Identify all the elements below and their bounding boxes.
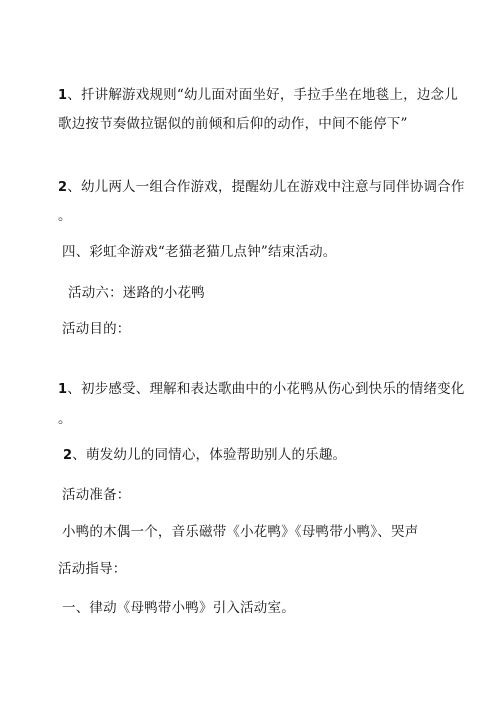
line-text: 。 bbox=[58, 208, 72, 224]
paragraph-line bbox=[58, 207, 72, 226]
paragraph-line bbox=[58, 410, 72, 429]
list-number: 2 bbox=[63, 448, 73, 463]
paragraph-line bbox=[58, 115, 408, 134]
line-text: 活动准备： bbox=[62, 487, 131, 503]
list-number: 1 bbox=[58, 88, 68, 103]
list-number: 1 bbox=[58, 382, 68, 397]
paragraph-line bbox=[62, 599, 295, 618]
activity-title bbox=[68, 284, 205, 303]
paragraph-line bbox=[58, 86, 458, 105]
line-text: 活动指导： bbox=[58, 561, 127, 577]
list-number: 2 bbox=[58, 180, 68, 195]
line-text: 、扦讲解游戏规则“幼儿面对面坐好，手拉手坐在地毯上，边念儿 bbox=[67, 87, 458, 103]
subheading bbox=[62, 320, 131, 339]
section-heading bbox=[62, 243, 337, 262]
line-text: 、幼儿两人一组合作游戏，提醒幼儿在游戏中注意与同伴协调合作 bbox=[67, 179, 465, 195]
line-text: 一、律动《母鸭带小鸭》引入活动室。 bbox=[62, 600, 295, 616]
line-text: 活动目的： bbox=[62, 321, 131, 337]
line-text: 歌边按节奏做拉锯似的前倾和后仰的动作，中间不能停下” bbox=[58, 116, 408, 132]
line-text: 。 bbox=[58, 411, 72, 427]
line-text: 、萌发幼儿的同情心，体验帮助别人的乐趣。 bbox=[72, 447, 347, 463]
line-text: 四、彩虹伞游戏“老猫老猫几点钟”结束活动。 bbox=[62, 244, 337, 260]
paragraph-line bbox=[62, 523, 418, 542]
subheading bbox=[62, 486, 131, 505]
paragraph-line bbox=[58, 380, 465, 399]
line-text: 小鸭的木偶一个，音乐磁带《小花鸭》《母鸭带小鸭》、哭声 bbox=[62, 524, 419, 540]
subheading bbox=[58, 560, 127, 579]
paragraph-line bbox=[58, 178, 465, 197]
line-text: 活动六：迷路的小花鸭 bbox=[68, 285, 205, 301]
line-text: 、初步感受、理解和表达歌曲中的小花鸭从伤心到快乐的情绪变化 bbox=[67, 381, 465, 397]
paragraph-line bbox=[63, 446, 346, 465]
